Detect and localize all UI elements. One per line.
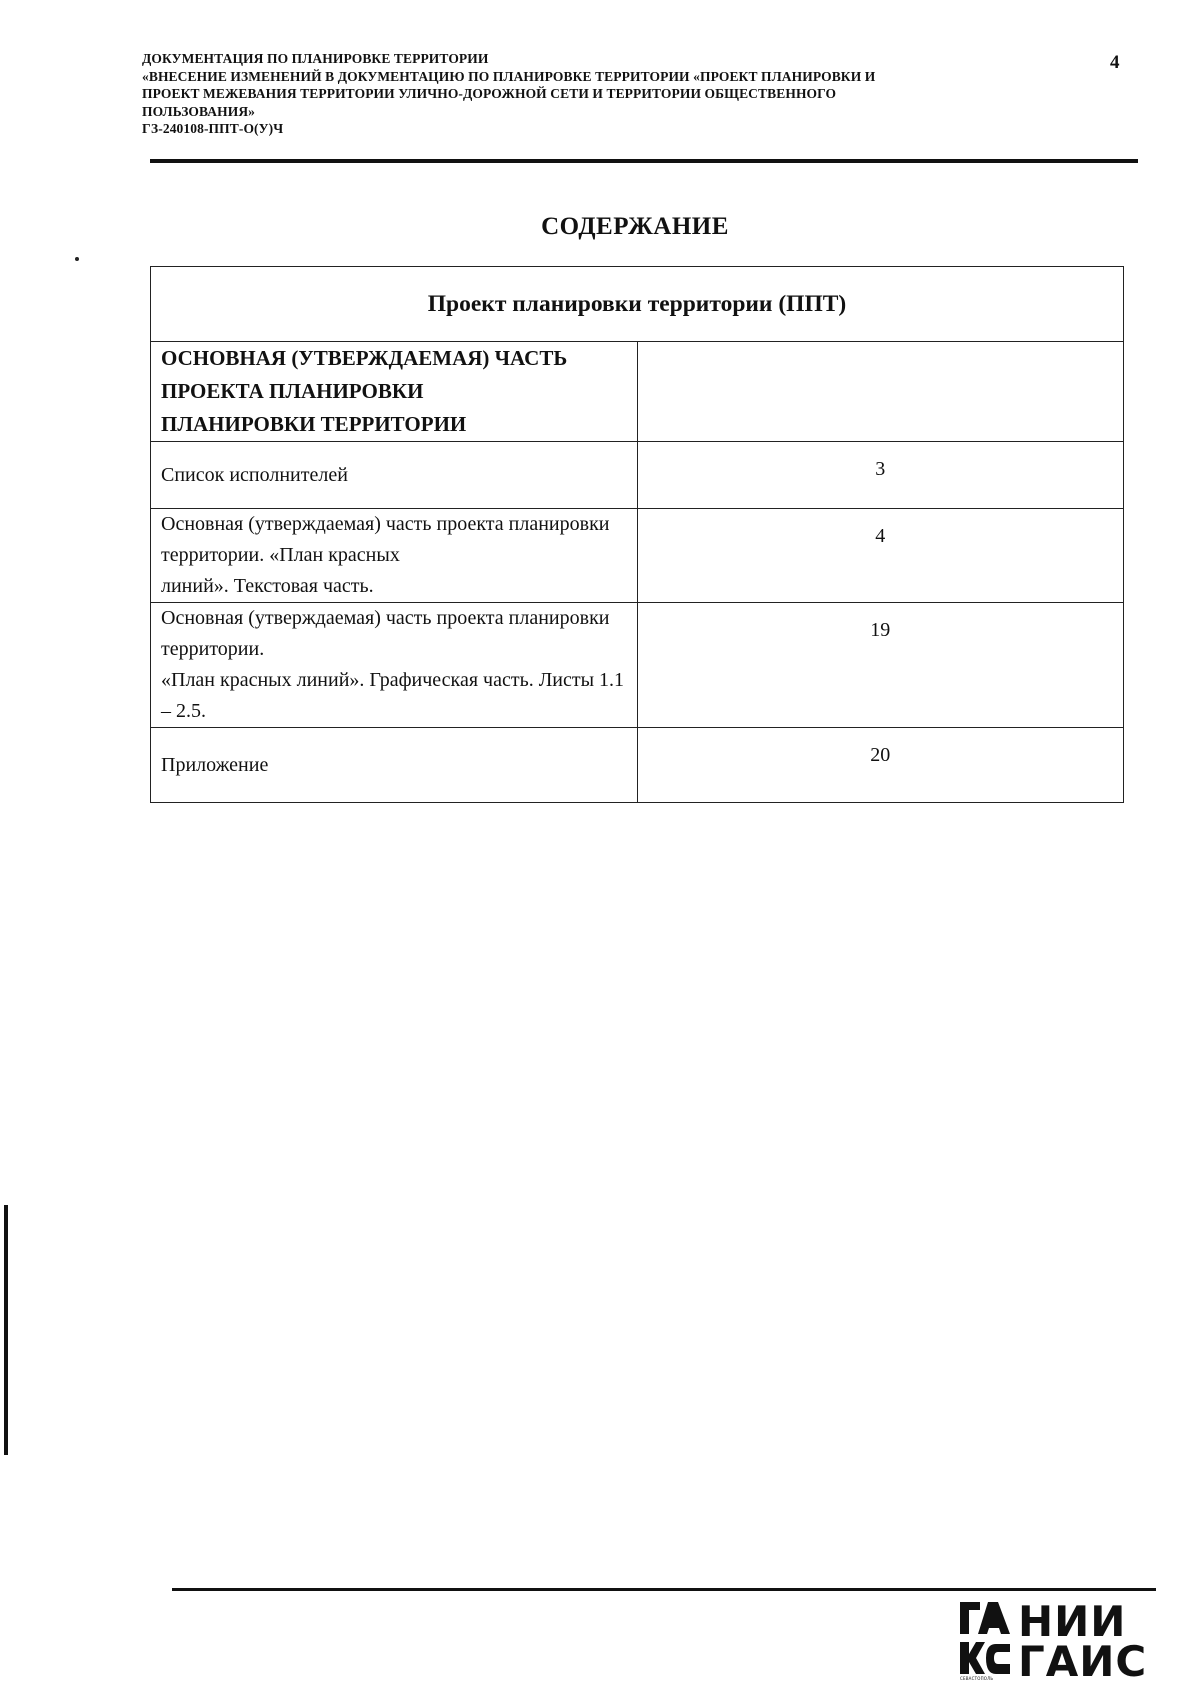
header-line-2: «ВНЕСЕНИЕ ИЗМЕНЕНИЙ В ДОКУМЕНТАЦИЮ ПО ПЛАНИРОВКЕ ТЕРРИТОРИИ «ПРОЕКТ ПЛАНИРОВКИ И (142, 68, 876, 84)
toc-row (151, 509, 1124, 603)
toc-part-row (151, 342, 1124, 442)
toc-entry-page: 20 (637, 728, 1124, 803)
logo-caption: СЕВАСТОПОЛЬ (960, 1676, 994, 1681)
toc-part-page (637, 342, 1124, 442)
toc-row (151, 442, 1124, 509)
toc-entry-line1: Основная (утверждаемая) часть проекта планировки территории. (161, 607, 610, 660)
toc-entry-line2: линий». Текстовая часть. (161, 575, 374, 597)
toc-entry-title (151, 509, 638, 603)
toc-entry-title (151, 442, 638, 509)
scan-speck (75, 257, 79, 261)
toc-part-title-line2: ПЛАНИРОВКИ ТЕРРИТОРИИ (161, 412, 467, 436)
toc-entry-title (151, 728, 638, 803)
toc-title: СОДЕРЖАНИЕ (541, 213, 729, 240)
document-header (142, 50, 1042, 138)
logo-word-bottom: ГАИС (1018, 1637, 1148, 1686)
toc-section-row (151, 267, 1124, 342)
toc-entry-page: 3 (637, 442, 1124, 509)
header-divider (150, 159, 1138, 163)
header-line-3: ПРОЕКТ МЕЖЕВАНИЯ ТЕРРИТОРИИ УЛИЧНО-ДОРОЖНОЙ СЕТИ И ТЕРРИТОРИИ ОБЩЕСТВЕННОГО (142, 86, 837, 101)
toc-part-title-line1: ОСНОВНАЯ (УТВЕРЖДАЕМАЯ) ЧАСТЬ ПРОЕКТА ПЛАНИРОВКИ (161, 346, 568, 403)
toc-table (150, 266, 1124, 803)
footer-divider (172, 1588, 1156, 1591)
toc-entry-line1: Основная (утверждаемая) часть проекта планировки территории. «План красных (161, 513, 610, 566)
toc-entry-page: 4 (637, 509, 1124, 603)
toc-row (151, 728, 1124, 803)
logo-word-top: НИИ (1018, 1597, 1127, 1646)
toc-entry-page: 19 (637, 603, 1124, 728)
page-number: 4 (1110, 52, 1120, 73)
header-line-4: ПОЛЬЗОВАНИЯ» (142, 103, 256, 119)
toc-part-title (151, 342, 638, 442)
company-logo (958, 1596, 1148, 1686)
toc-section-head: Проект планировки территории (ППТ) (151, 267, 1124, 342)
header-line-1: ДОКУМЕНТАЦИЯ ПО ПЛАНИРОВКЕ ТЕРРИТОРИИ (142, 51, 489, 66)
logo-mark-icon (958, 1600, 1012, 1676)
toc-row (151, 603, 1124, 728)
toc-entry-line1: Приложение (161, 753, 269, 776)
toc-entry-line2: «План красных линий». Графическая часть. Листы 1.1 – 2.5. (161, 669, 625, 722)
document-code: ГЗ-240108-ППТ-О(У)Ч (142, 121, 284, 136)
scan-edge-mark (4, 1205, 8, 1455)
toc-entry-title (151, 603, 638, 728)
toc-entry-line1: Список исполнителей (161, 463, 348, 486)
